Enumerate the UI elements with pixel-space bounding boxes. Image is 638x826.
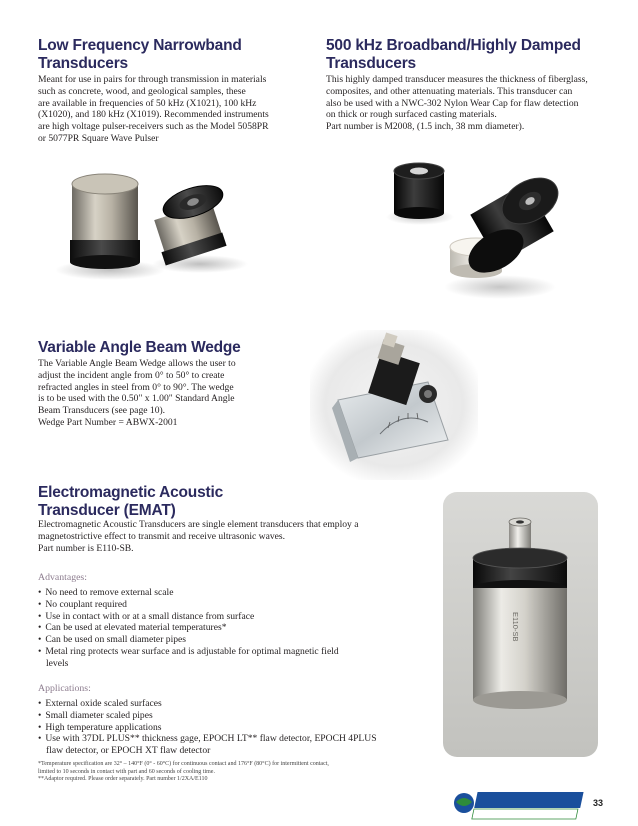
broadband-transducer-photo [380, 155, 565, 305]
list-item: • High temperature applications [38, 722, 377, 734]
broadband-title [326, 37, 581, 73]
wedge-line: Beam Transducers (see page 10). [38, 405, 166, 417]
broadband-line: Part number is M2008, (1.5 inch, 38 mm diameter). [326, 121, 525, 133]
wedge-line: The Variable Angle Beam Wedge allows the user to [38, 358, 236, 369]
broadband-title-line-1: 500 kHz Broadband/Highly Damped [326, 37, 581, 54]
low-freq-line: are high voltage pulser-receivers such as the Model 5058PR [38, 121, 269, 133]
list-item: • No need to remove external scale [38, 587, 339, 599]
low-freq-title-line-2: Transducers [38, 55, 128, 72]
emat-description [38, 519, 359, 554]
list-item: • Use in contact with or at a small distance from surface [38, 611, 339, 623]
advantages-heading: Advantages: [38, 572, 87, 583]
list-item-continuation: flaw detector, or EPOCH XT flaw detector [46, 745, 211, 757]
page-number: 33 [593, 798, 604, 808]
low-freq-title-line-1: Low Frequency Narrowband [38, 37, 242, 54]
footnotes [38, 761, 329, 784]
wedge-line: adjust the incident angle from 0° to 50° to create [38, 369, 225, 381]
list-item-continuation: levels [46, 657, 69, 669]
applications-list [38, 698, 377, 757]
low-frequency-transducers-photo [50, 162, 250, 282]
list-item: • External oxide scaled surfaces [38, 698, 377, 710]
emat-body-label: E110-SB [511, 612, 520, 642]
low-freq-title [38, 37, 242, 73]
broadband-line: on thick or rough surfaced casting materials. [326, 109, 497, 121]
list-item: • Can be used at elevated material temperatures* [38, 622, 339, 634]
list-item: • Can be used on small diameter pipes [38, 634, 339, 646]
low-freq-description [38, 74, 269, 145]
footnote-line: limited to 10 seconds in contact with part and 60 seconds of cooling time. [38, 768, 215, 775]
emat-title-line-1: Electromagnetic Acoustic [38, 484, 223, 501]
emat-line: magnetostrictive effect to transmit and receive ultrasonic waves. [38, 530, 286, 542]
low-freq-line: Meant for use in pairs for through transmission in materials [38, 74, 267, 85]
broadband-line: This highly damped transducer measures the thickness of fiberglass, [326, 74, 588, 85]
emat-transducer-photo [443, 492, 598, 757]
envirocoustics-logo [452, 790, 586, 820]
broadband-title-line-2: Transducers [326, 55, 416, 72]
wedge-line: is to be used with the 0.50" x 1.00" Standard Angle [38, 393, 235, 405]
list-item: • Metal ring protects wear surface and is adjustable for optimal magnetic field [38, 646, 339, 658]
low-freq-line: such as concrete, wood, and geological samples, these [38, 85, 246, 97]
wedge-title-line-1: Variable Angle Beam Wedge [38, 339, 241, 356]
low-freq-line: or 5077PR Square Wave Pulser [38, 132, 159, 144]
emat-line: Part number is E110-SB. [38, 542, 134, 554]
footnote-line: **Adaptor required. Please order separately. Part number 1/2XA/E110 [38, 776, 208, 783]
footnote-line: *Temperature specification are 32° – 140°F (0° - 60°C) for continuous contact and 176°F (80°C) for intermittent contact, [38, 761, 329, 767]
list-item: • No couplant required [38, 599, 339, 611]
emat-title-line-2: Transducer (EMAT) [38, 502, 176, 519]
applications-heading: Applications: [38, 683, 91, 694]
wedge-line: Wedge Part Number = ABWX-2001 [38, 416, 178, 428]
wedge-title [38, 339, 241, 357]
wedge-line: refracted angles in steel from 0° to 90°. The wedge [38, 381, 234, 393]
low-freq-line: (X1020), and 180 kHz (X1019). Recommended instruments [38, 109, 269, 121]
list-item: • Use with 37DL PLUS** thickness gage, EPOCH LT** flaw detector, EPOCH 4PLUS [38, 733, 377, 745]
advantages-list [38, 587, 339, 670]
broadband-line: also be used with a NWC-302 Nylon Wear Cap for flaw detection [326, 97, 579, 109]
emat-line: Electromagnetic Acoustic Transducers are single element transducers that employ a [38, 519, 359, 530]
broadband-description [326, 74, 588, 133]
wedge-description [38, 358, 236, 429]
emat-title [38, 484, 223, 520]
list-item: • Small diameter scaled pipes [38, 710, 377, 722]
broadband-line: composites, and other attenuating materials. This transducer can [326, 85, 573, 97]
angle-beam-wedge-photo [310, 330, 478, 480]
low-freq-line: are available in frequencies of 50 kHz (X1021), 100 kHz [38, 97, 257, 109]
